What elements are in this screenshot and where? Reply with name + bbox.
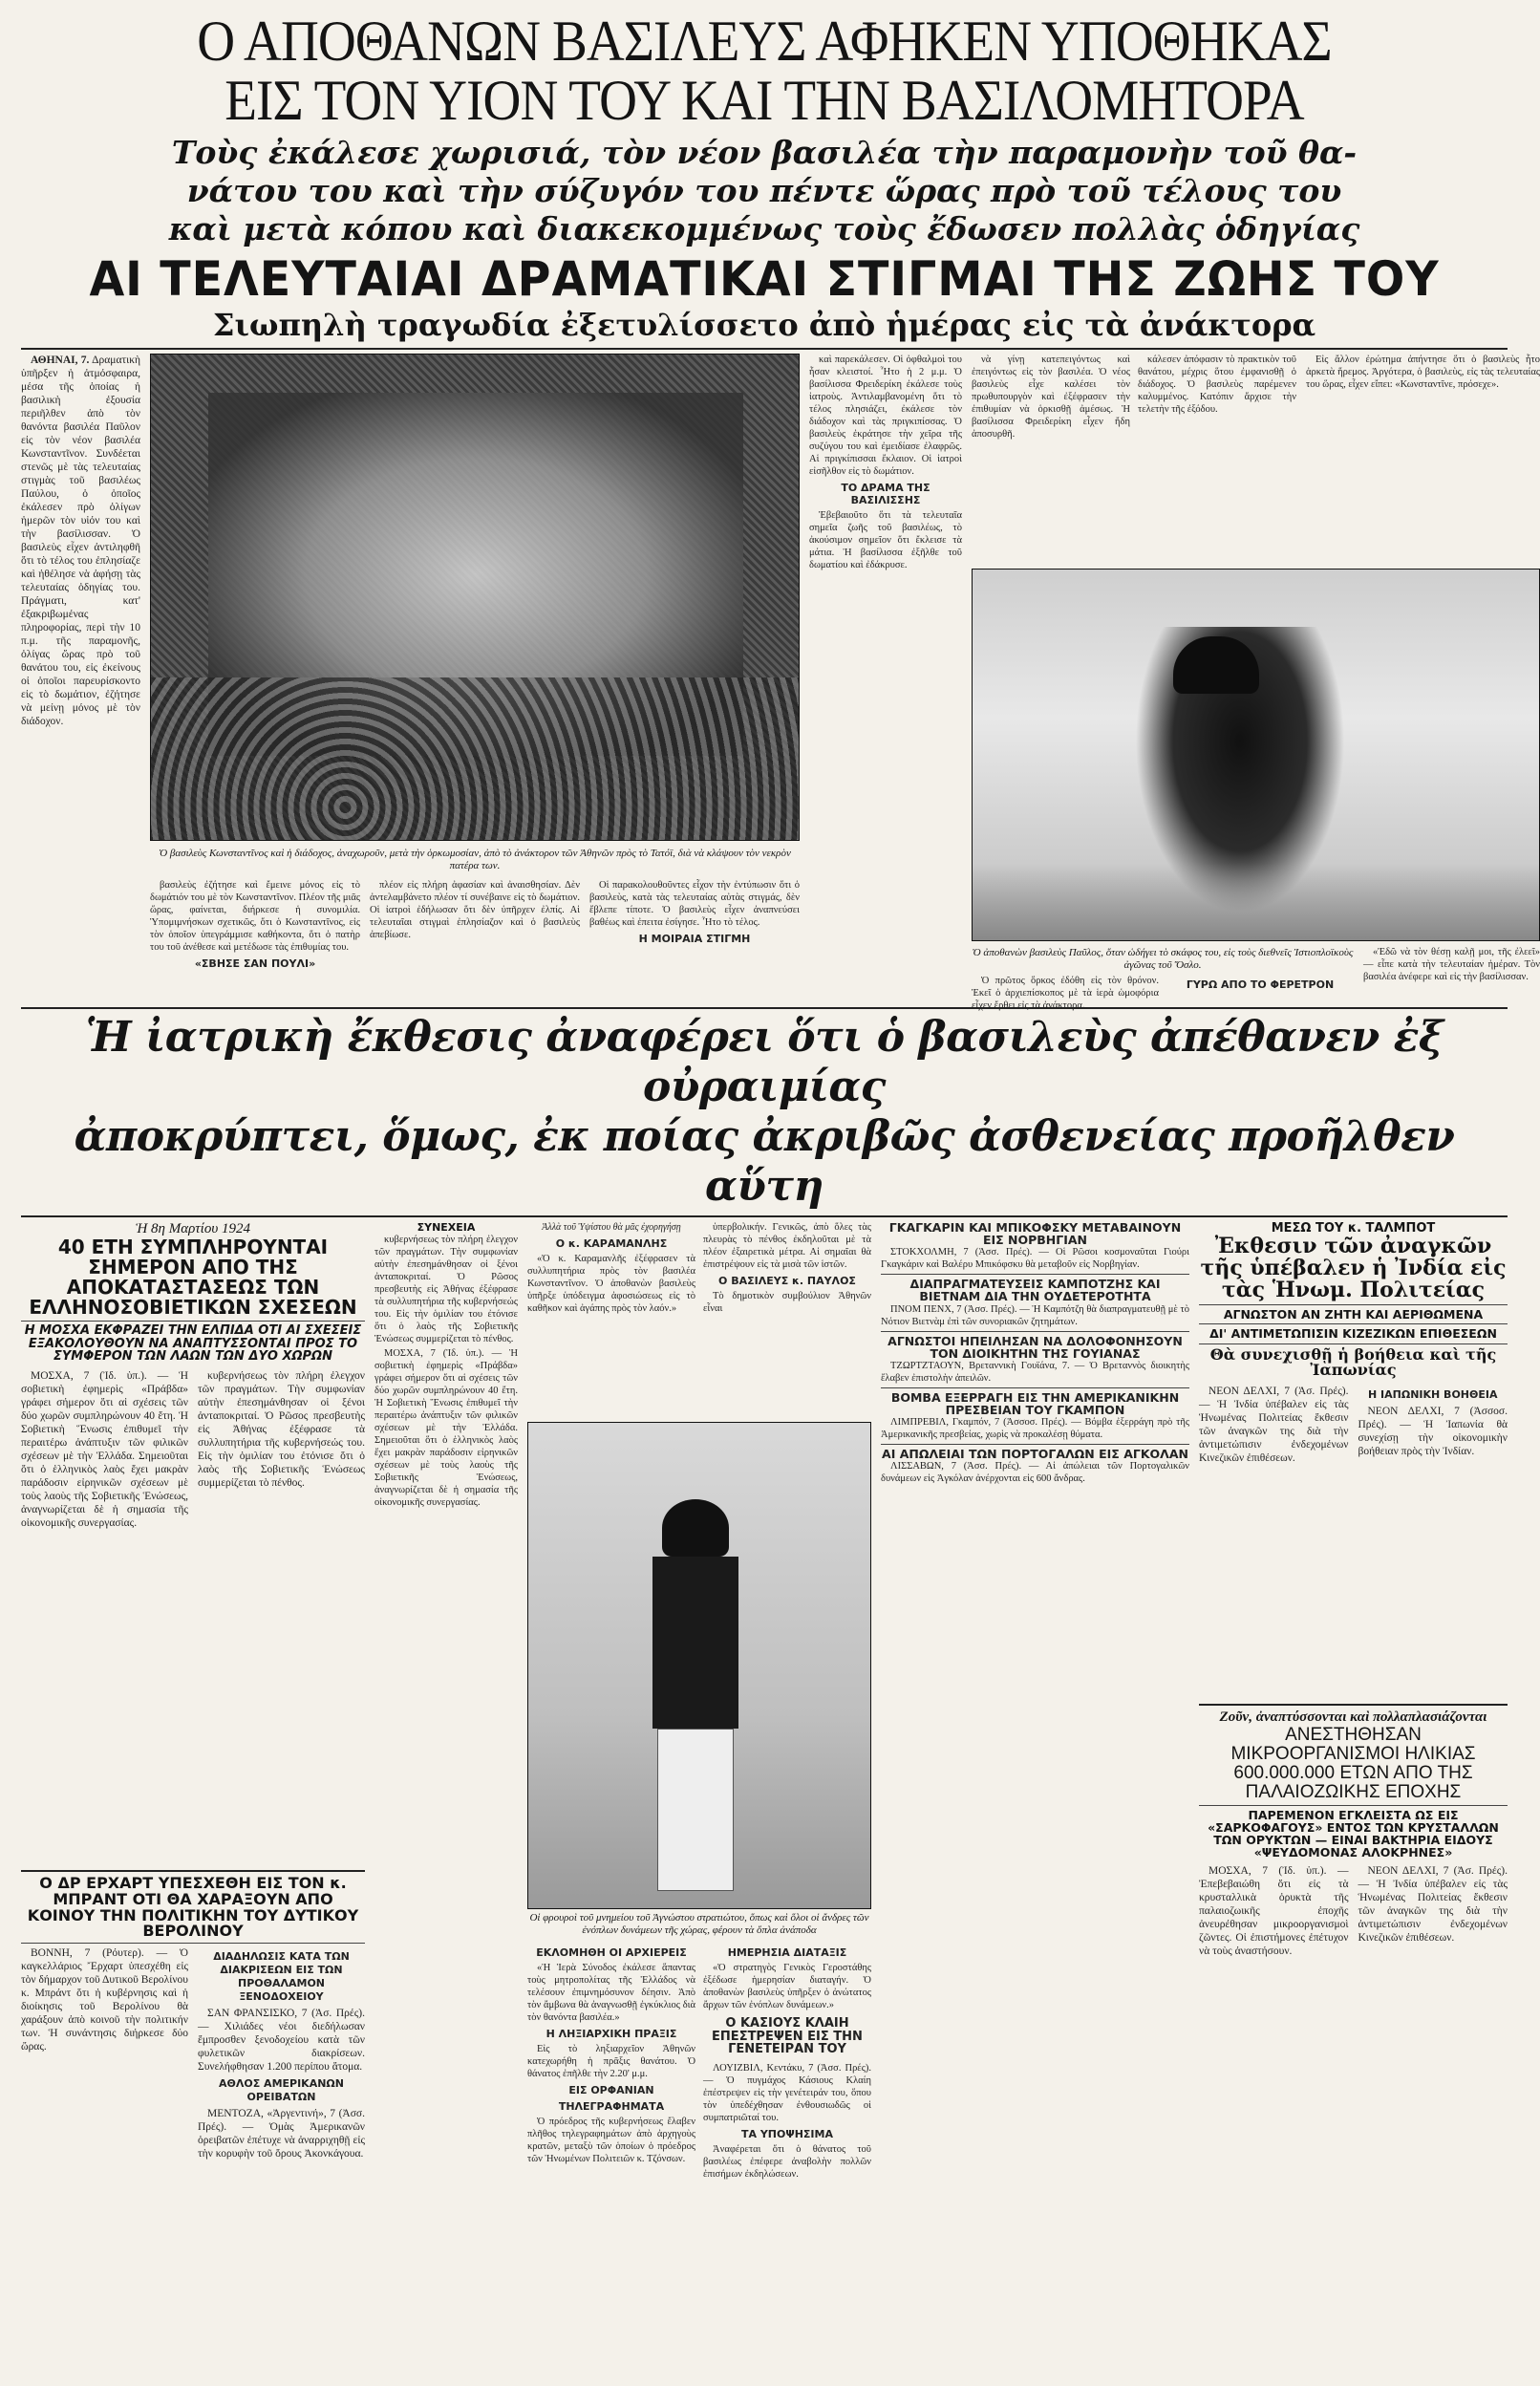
india-article [1199, 1221, 1508, 2349]
article-text: κυβερνήσεως τὸν πλήρη ἐλεγχον τῶν πραγμάτων. Τὴν συμφωνίαν αὐτὴν ἐπεσημάνθησαν οἱ ξένοι ἀνταποκριταί. Ὁ Ρῶσος πρεσβευτὴς εἰς Ἀθήνας ἐξέφρασε τὰ συλλυπητήρια τῆς κυβερνήσεώς του. Εἰς τὴν ὁμιλίαν του ἐτόνισε ὅτι ὁ λαὸς τῆς Σοβιετικῆς Ἑνώσεως συμμερίζεται τὸ πένθος. [198, 1369, 365, 1489]
upper-right-columns [972, 354, 1296, 573]
article-kicker: ΜΕΣΩ ΤΟΥ κ. ΤΑΛΜΠΟΤ [1271, 1221, 1436, 1236]
article-title: Ἐκθεσιν τῶν ἀναγκῶν τῆς ὑπέβαλεν ἡ Ἰνδία εἰς τὰς Ἡνωμ. Πολιτείας [1200, 1234, 1507, 1303]
caption-crowd-photo: Ὁ βασιλεὺς Κωνσταντῖνος καὶ ἡ διάδοχος, ἀναχωροῦν, μετὰ τὴν ὁρκωμοσίαν, ἀπὸ τὸ ἀνάκτορον τῶν Ἀθηνῶν πρὸς τὸ Τατόϊ, διὰ νὰ κλάψουν τὸν νεκρὸν πατέρα των. [159, 848, 791, 871]
news-title: ΑΓΝΩΣΤΟΙ ΗΠΕΙΛΗΣΑΝ ΝΑ ΔΟΛΟΦΟΝΗΣΟΥΝ ΤΟΝ ΔΙΟΙΚΗΤΗΝ ΤΗΣ ΓΟΥΙΑΝΑΣ [888, 1333, 1183, 1361]
divider [1199, 1343, 1508, 1344]
bottom-section [21, 1221, 1508, 2349]
divider [21, 1943, 365, 1944]
article-col [1358, 1385, 1508, 1700]
article-col-1 [21, 354, 140, 1003]
article-text: ΣΑΝ ΦΡΑΝΣΙΣΚΟ, 7 (Ἀσ. Πρές). — Χιλιάδες νέοι διεδήλωσαν ἔμπροσθεν ξενοδοχείου κατὰ τῶν φυλετικῶν διακρίσεων. Συνελήφθησαν 1.200 περίπου ἄτομα. [198, 2008, 365, 2074]
article-text: ΛΙΜΠΡΕΒΙΛ, Γκαμπόν, 7 (Ἀσσοσ. Πρές). — Βόμβα ἐξερράγη πρὸ τῆς Ἀμερικανικῆς πρεσβείας, χωρὶς νὰ προκαλέσῃ θύματα. [881, 1417, 1189, 1440]
article-text: ΜΟΣΧΑ, 7 (Ἰδ. ὑπ.). — Ἡ σοβιετικὴ ἐφημερὶς «Πράβδα» γράφει σήμερον ὅτι αἱ σχέσεις τῶν δύο χωρῶν συμπληρώνουν 40 ἔτη. Ἡ Σοβιετικὴ Ἕνωσις ἐπιθυμεῖ τὴν περαιτέρω ἀνάπτυξιν τῶν φιλικῶν σχέσεων μὲ τὴν Ἑλλάδα. Σημειοῦται ὅτι ὁ ἑλληνικὸς λαὸς ἔχει μακρὰν παράδοσιν εἰρηνικῶν σχέσεων μὲ τοὺς λαοὺς τῆς Σοβιετικῆς Ἑνώσεως, ἀναγνωρίζεται δὲ ἡ σημασία τῆς οἰκονομικῆς συνεργασίας. [21, 1369, 188, 1529]
subhead-line3: καὶ μετὰ κόπου καὶ διακεκομμένως τοὺς ἔδωσεν πολλὰς ὁδηγίας [168, 210, 1360, 247]
section-title: Ο ΚΑΣΙΟΥΣ ΚΛΑΙΗ ΕΠΕΣΤΡΕΨΕΝ ΕΙΣ ΤΗΝ ΓΕΝΕΤΕΙΡΑΝ ΤΟΥ [712, 2016, 863, 2057]
section-title: ΤΑ ΥΠΟΨΗΣΙΜΑ [741, 2127, 833, 2140]
guard-article [527, 1221, 871, 2349]
news-title: ΔΙΑΠΡΑΓΜΑΤΕΥΣΕΙΣ ΚΑΜΠΟΤΖΗΣ ΚΑΙ ΒΙΕΤΝΑΜ ΔΙΑ ΤΗΝ ΟΥΔΕΤΕΡΟΤΗΤΑ [909, 1277, 1161, 1304]
article-text: ΛΟΥΙΖΒΙΛ, Κεντάκυ, 7 (Ἀσσ. Πρές). — Ὁ πυγμάχος Κάσιους Κλαίη ἐπέστρεψεν εἰς τὴν γενέτειράν του, ὅπου τὸν ὑπεδέχθησαν ἐνθουσιωδῶς οἱ συμπατριῶταί του. [703, 2062, 871, 2123]
article-text: βασιλεὺς ἐζήτησε καὶ ἔμεινε μόνος εἰς τὸ δωμάτιόν του μὲ τὸν Κωνσταντῖνον. Πλέον τῆς μιᾶς ὥρας, φαίνεται, διήρκεσε ἡ συνομιλία. Ὑπομιμνήσκων σχετικῶς, ὅτι ὁ Κωνσταντῖνος, εἰς τὸν ὁποῖον ὑπεγράμμισε καθήκοντα, ὅτι ὁ πατὴρ του τοῦ ἀνέθεσε καὶ μετέδωσε τὰς ἐπιθυμίας του. [150, 880, 360, 953]
article-col [21, 1369, 188, 1866]
soviet-article [21, 1221, 365, 2349]
section-title: ΤΟ ΔΡΑΜΑ ΤΗΣ ΒΑΣΙΛΙΣΣΗΣ [841, 482, 930, 506]
article-text: ΝΕΟΝ ΔΕΛΧΙ, 7 (Ἀσσοσ. Πρές). — Ἡ Ἰαπωνία θὰ συνεχίσῃ τὴν οἰκονομικὴν βοήθειαν πρὸς τὴν Ἰνδίαν. [1358, 1406, 1508, 1458]
divider [21, 1215, 1508, 1217]
section-title: ΤΗΛΕΓΡΑΦΗΜΑΤΑ [558, 2100, 665, 2113]
article-text: ΜΟΣΧΑ, 7 (Ἰδ. ὑπ.). — Ἡ σοβιετικὴ ἐφημερὶς «Πράβδα» γράφει σήμερον ὅτι αἱ σχέσεις τῶν δύο χωρῶν συμπληρώνουν 40 ἔτη. Ἡ Σοβιετικὴ Ἕνωσις ἐπιθυμεῖ τὴν περαιτέρω ἀνάπτυξιν τῶν φιλικῶν σχέσεων μὲ τὴν Ἑλλάδα. Σημειοῦται ὅτι ὁ ἑλληνικὸς λαὸς ἔχει μακρὰν παράδοσιν εἰρηνικῶν σχέσεων μὲ τοὺς λαοὺς τῆς Σοβιετικῆς Ἑνώσεως, ἀναγνωρίζεται δὲ ἡ σημασία τῆς οἰκονομικῆς συνεργασίας. [374, 1348, 518, 1508]
article-col-10 [1166, 975, 1354, 1003]
article-text: καὶ παρεκάλεσεν. Οἱ ὀφθαλμοὶ του ἦσαν κλειστοί. Ἦτο ἡ 2 μ.μ. Ὁ βασίλισσα Φρειδερίκη ἐκάλεσε τοὺς ἰατροὺς. Ἀντιλαμβανομένη ὅτι τὸ τέλος πλησιάζει, ἐκάλεσε τὸν διάδοχον καὶ τὰς πριγκιπίσσας. Ὁ βασιλεὺς ἐκράτησε τὴν χεῖρα τῆς συζύγου του καὶ ἐμειδίασε ἐλαφρῶς. Αἱ πριγκίπισσαι ἔκλαιον. Οἱ ἰατροὶ εἰσῆλθον εἰς τὸ δωμάτιον. [809, 355, 962, 477]
article-kicker: Ἡ 8η Μαρτίου 1924 [136, 1221, 250, 1236]
article-col [374, 1234, 518, 2332]
article-text: Εἰς τὸ ληξιαρχεῖον Ἀθηνῶν κατεχωρήθη ἡ πρᾶξις θανάτου. Ὁ θάνατος ἐπῆλθε τὴν 2.20' μ.μ. [527, 2044, 695, 2079]
article-text: ΛΙΣΣΑΒΩΝ, 7 (Ἀσσ. Πρές). — Αἱ ἀπώλειαι τῶν Πορτογαλικῶν δυνάμεων εἰς Ἀγκόλαν ἀνέρχονται εἰς 600 ἄνδρας. [881, 1461, 1189, 1485]
article-text: Εἰς ἄλλον ἐρώτημα ἀπήντησε ὅτι ὁ βασιλεὺς ἦτο ἀρκετὰ ἥρεμος. Ἀργότερα, ὁ βασιλεὺς, εἰς τὰς τελευταίας του ὥρας, εἶχεν εἴπει: «Κωνσταντῖνε, πρόσεχε». [1306, 355, 1540, 390]
section-title: Ο ΒΑΣΙΛΕΥΣ κ. ΠΑΥΛΟΣ [718, 1275, 856, 1287]
article-text: Ὁ πρῶτος ὅρκος ἐδόθη εἰς τὸν θρόνον. Ἐκεῖ ὁ ἀρχιεπίσκοπος μὲ τὰ ἱερὰ ὡμοφόρια εἶχεν ἔρθει εἰς τὰ ἀνάκτορα. [972, 976, 1159, 1011]
article-text: Δραματικὴ ὑπῆρξεν ἡ ἀτμόσφαιρα, μέσα τῆς ὁποίας ἡ βασιλικὴ ἐξουσία περιῆλθεν ἀπὸ τὸν θανόντα βασιλέα Παῦλον εἰς τὸν νέον βασιλέα Κωνσταντῖνον. Συνδέεται στενῶς μὲ τὰς τελευταίας στιγμὰς τοῦ βασιλέως Παύλου, ὁ ὁποῖος ἐκάλεσεν πρὸ ὀλίγων ἡμερῶν τὸν υἱόν του καὶ τὴν βασίλισσαν. Ὁ βασιλεὺς εἶχεν ἀντιληφθῆ ὅτι τὸ τέλος του ἐπλησίαζε καὶ ἠθέλησε νὰ ἀφήσῃ τὰς τελευταίας ὁδηγίας του. Πράγματι, κατ' ἐξακριβωμένας πληροφορίας, περὶ τὴν 10 π.μ. τῆς παραμονῆς, ὀλίγας ὥρας πρὸ τοῦ θανάτου του, εἰς ἐκείνους οἱ ὁποῖοι παρευρίσκοντο εἰς τὸ δωμάτιον, ἐζήτησε νὰ μείνῃ μόνος μὲ τὸν διάδοχον. [21, 355, 140, 727]
section-title: Η ΜΟΙΡΑΙΑ ΣΤΙΓΜΗ [638, 933, 751, 945]
article-text: ΠΝΟΜ ΠΕΝΧ, 7 (Ἀσσ. Πρές). — Ἡ Καμπότζη θὰ διαπραγματευθῇ μὲ τὸ Νότιον Βιετνὰμ ἐπὶ τῶν συνοριακῶν ζητημάτων. [881, 1303, 1189, 1327]
article-col-7 [1138, 354, 1296, 573]
article-text: ΝΕΟΝ ΔΕΛΧΙ, 7 (Ἀσ. Πρές). — Ἡ Ἰνδία ὑπέβαλεν εἰς τὰς Ἡνωμένας Πολιτείας ἔκθεσιν τῶν ἀναγκῶν της διὰ τὴν ἀντιμετώπισιν ἐνδεχομένων Κινεζικῶν ἐπιθέσεων. [1358, 1865, 1508, 1945]
article-text: ΝΕΟΝ ΔΕΛΧΙ, 7 (Ἀσ. Πρές). — Ἡ Ἰνδία ὑπέβαλεν εἰς τὰς Ἡνωμένας Πολιτείας ἔκθεσιν τῶν ἀναγκῶν της διὰ τὴν ἀντιμετώπισιν ἐνδεχομένων Κινεζικῶν ἐπιθέσεων. [1199, 1386, 1349, 1465]
article-text: ΜΟΣΧΑ, 7 (Ἰδ. ὑπ.). — Ἐπεβεβαιώθη ὅτι εἰς τὰ κρυσταλλικὰ ὀρυκτὰ τῆς παλαιοζωικῆς ἐποχῆς ἀνευρέθησαν μικροοργανισμοὶ ζῶντες. Οἱ ἐπιστήμονες ἐπέτυχον νὰ τοὺς ἀναστήσουν. [1199, 1865, 1349, 1958]
article-text: κάλεσεν ἀπόφασιν τὸ πρακτικὸν τοῦ θανάτου, μέχρις ὅτου ἐμφανισθῇ ὁ διάδοχος. Ὁ βασιλεὺς παρέμενεν καλυμμένος. Κατόπιν ἄρχισε τὴν τελετὴν τῆς ἐξόδου. [1138, 355, 1296, 415]
article-col [527, 1943, 695, 2344]
article-col-3 [370, 879, 580, 1003]
article-text: ὑπερβολικήν. Γενικῶς, ἀπὸ ὅλες τὰς πλευρὰς τὸ πένθος ἐκδηλοῦται μὲ τὰ πλέον ἐξαιρετικὰ μέτρα. Αἱ σημαῖαι θὰ ἐπιστρέψουν εἰς τὰ μισὰ τῶν ἱστῶν. [703, 1222, 871, 1270]
article-col-9 [972, 975, 1159, 1011]
article-col [1199, 1385, 1349, 1700]
article-text: Οἱ παρακολουθοῦντες εἶχον τὴν ἐντύπωσιν ὅτι ὁ βασιλεὺς, κατὰ τὰς τελευταίας αὐτὰς στιγμάς, δὲν ἔβλεπε τίποτε. Ὁ βασιλεὺς εἶχεν ἀναπνεύσει βαθέως καὶ ἐπειτα ἐσίγησε. Ἦτο τὸ τέλος. [589, 880, 800, 928]
article-columns [527, 1943, 871, 2344]
section-title: ΔΙΑΔΗΛΩΣΙΣ ΚΑΤΑ ΤΩΝ ΔΙΑΚΡΙΣΕΩΝ ΕΙΣ ΤΩΝ ΠΡΟΘΑΛΑΜΟΝ ΞΕΝΟΔΟΧΕΙΟΥ [213, 1950, 350, 2004]
article-columns [1199, 1385, 1508, 1700]
article-subtitle: Θὰ συνεχισθῇ ἡ βοήθεια καὶ τῆς Ἰαπωνίας [1209, 1344, 1497, 1380]
guard-photo [527, 1422, 871, 1909]
divider [881, 1274, 1189, 1275]
article-text: ΒΟΝΝΗ, 7 (Ρόυτερ). — Ὁ καγκελλάριος Ἔρχαρτ ὑπεσχέθη εἰς τὸν δήμαρχον τοῦ Δυτικοῦ Βερολίνου κ. Μπράντ ὅτι ἡ κυβέρνησις καὶ ἡ διοίκησις τοῦ Βερολίνου θὰ χαράξουν ἀπὸ κοινοῦ τὴν πολιτικήν των. Ἡ συνάντησις διήρκεσε δύο ὥρας. [21, 1947, 188, 2053]
divider [1199, 1704, 1508, 1706]
article-col [198, 1369, 365, 1866]
main-headline-line2: ΕΙΣ ΤΟΝ ΥΙΟΝ ΤΟΥ ΚΑΙ ΤΗΝ ΒΑΣΙΛΟΜΗΤΟΡΑ [225, 69, 1304, 132]
article-text: Τὸ δημοτικὸν συμβούλιον Ἀθηνῶν εἶναι [703, 1291, 871, 1314]
divider [1199, 1304, 1508, 1305]
article-text: Ἀναφέρεται ὅτι ὁ θάνατος τοῦ βασιλέως ἐπέφερε ἀναβολὴν πολλῶν ἐπισήμων ἐκδηλώσεων. [703, 2143, 871, 2180]
article-text: πλέον εἰς πλήρη ἀφασίαν καὶ ἀναισθησίαν. Δὲν ἀντελαμβάνετο πλέον τί συνέβαινε εἰς τὸ δωμάτιον. Οἱ ἰατροὶ ἐδήλωσαν ὅτι δὲν ὑπῆρχεν ἐλπίς. Αἱ τελευταῖαι στιγμαὶ ἐπλησίαζον καὶ ὁ βασιλεὺς ἀπεβίωσε. [370, 880, 580, 940]
article-col-2 [150, 879, 360, 1003]
medical-report-headline-2: ἀποκρύπτει, ὅμως, ἐκ ποίας ἀκριβῶς ἀσθενείας προῆλθεν αὕτη [74, 1112, 1455, 1211]
article-text: νὰ γίνῃ κατεπειγόντως καὶ ἐπειγόντως εἰς τὸν βασιλέα. Ὁ νέος βασιλεὺς εἶχε καλέσει τὸν πρωθυπουργὸν καὶ ἐξέφρασεν τὴν ἐπιθυμίαν νὰ ὁρκισθῇ ἀμέσως. Ἡ βασίλισσα Φρειδερίκη εἶχεν ἤδη ἀποσυρθῆ. [972, 355, 1130, 440]
article-text: «Ἐδῶ νὰ τὸν θέσῃ καλῇ μοι, τῆς ἐλεεῖ» — εἶπε κατὰ τὴν τελευταίαν ἡμέραν. Τὸν βασιλέα ἀνέφερε καὶ εἰς τὴν βασίλισσαν. [1363, 947, 1540, 982]
news-title: ΒΟΜΒΑ ΕΞΕΡΡΑΓΗ ΕΙΣ ΤΗΝ ΑΜΕΡΙΚΑΝΙΚΗΝ ΠΡΕΣΒΕΙΑΝ ΤΟΥ ΓΚΑΜΠΟΝ [890, 1389, 1180, 1417]
article-columns [527, 1221, 871, 1422]
divider [21, 1870, 365, 1872]
article-kicker: Ἀλλὰ τοῦ Ὑψίστου θὰ μᾶς ἐχορηγήσῃ [542, 1222, 681, 1233]
divider [881, 1444, 1189, 1445]
divider [1199, 1805, 1508, 1806]
subhead-line2: νάτου του καὶ τὴν σύζυγόν του πέντε ὥρας πρὸ τοῦ τέλους του [186, 172, 1342, 209]
section-title: Η ΛΗΞΙΑΡΧΙΚΗ ΠΡΑΞΙΣ [545, 2028, 677, 2040]
news-title: ΓΚΑΓΚΑΡΙΝ ΚΑΙ ΜΠΙΚΟΦΣΚΥ ΜΕΤΑΒΑΙΝΟΥΝ ΕΙΣ ΝΟΡΒΗΓΙΑΝ [888, 1220, 1182, 1248]
article-title: 40 ΕΤΗ ΣΥΜΠΛΗΡΟΥΝΤΑΙ ΣΗΜΕΡΟΝ ΑΠΟ ΤΗΣ ΑΠΟΚΑΤΑΣΤΑΣΕΩΣ ΤΩΝ ΕΛΛΗΝΟΣΟΒΙΕΤΙΚΩΝ ΣΧΕΣΕΩΝ [29, 1236, 357, 1319]
section-title: ΕΚΛΟΜΗΘΗ ΟΙ ΑΡΧΙΕΡΕΙΣ [536, 1946, 687, 1959]
article-col-4 [589, 879, 800, 1003]
article-col-6 [972, 354, 1130, 573]
article-text: κυβερνήσεως τὸν πλήρη ἐλεγχον τῶν πραγμάτων. Τὴν συμφωνίαν αὐτὴν ἐπεσημάνθησαν οἱ ξένοι ἀνταποκριταί. Ὁ Ρῶσος πρεσβευτὴς εἰς Ἀθήνας ἐξέφρασε τὰ συλλυπητήρια τῆς κυβερνήσεώς του. Εἰς τὴν ὁμιλίαν του ἐτόνισε ὅτι ὁ λαὸς τῆς Σοβιετικῆς Ἑνώσεως συμμερίζεται τὸ πένθος. [374, 1235, 518, 1344]
article-subtitle: ΔΙ' ΑΝΤΙΜΕΤΩΠΙΣΙΝ ΚΙΖΕΖΙΚΩΝ ΕΠΙΘΕΣΕΩΝ [1209, 1326, 1497, 1342]
section-title: «ΣΒΗΣΕ ΣΑΝ ΠΟΥΛΙ» [194, 957, 316, 970]
section-title: ΑΘΛΟΣ ΑΜΕΡΙΚΑΝΩΝ ΟΡΕΙΒΑΤΩΝ [218, 2077, 344, 2104]
article-col [703, 1943, 871, 2344]
article-text: «Ὁ στρατηγὸς Γενικὸς Γεροστάθης ἐξέδωσε ἡμερησίαν διαταγήν. Ὁ ἀποθανὼν βασιλεὺς ὑπῆρξεν ὁ ἀνώτατος ἄρχων τῶν ἐνόπλων δυνάμεων.» [703, 1963, 871, 2010]
news-title: ΑΙ ΑΠΩΛΕΙΑΙ ΤΩΝ ΠΟΡΤΟΓΑΛΩΝ ΕΙΣ ΑΓΚΟΛΑΝ [882, 1447, 1188, 1461]
top-section [21, 354, 1540, 1011]
erhard-title: Ο ΔΡ ΕΡΧΑΡΤ ΥΠΕΣΧΕΘΗ ΕΙΣ ΤΟΝ κ. ΜΠΡΑΝΤ ΟΤΙ ΘΑ ΧΑΡΑΞΟΥΝ ΑΠΟ ΚΟΙΝΟΥ ΤΗΝ ΠΟΛΙΤΙΚΗΝ ΤΟΥ ΔΥΤΙΚΟΥ ΒΕΡΟΛΙΝΟΥ [27, 1873, 359, 1941]
article-subtitle: ΠΑΡΕΜΕΝΟΝ ΕΓΚΛΕΙΣΤΑ ΩΣ ΕΙΣ «ΣΑΡΚΟΦΑΓΟΥΣ» ΕΝΤΟΣ ΤΩΝ ΚΡΥΣΤΑΛΛΩΝ ΤΩΝ ΟΡΥΚΤΩΝ — ΕΙΝΑΙ ΒΑΚΤΗΡΙΑ ΕΙΔΟΥΣ «ΨΕΥΔΟΜΟΝΑΣ ΑΛΟΚΡΗΝΕΣ» [1208, 1807, 1499, 1860]
caption-king-photo: Ὁ ἀποθανὼν βασιλεὺς Παῦλος, ὅταν ὡδήγει τὸ σκάφος του, εἰς τοὺς διεθνεῖς Ἰστιοπλοϊκοὺς ἀγῶνας τοῦ Ὄσλο. [972, 947, 1354, 971]
article-text: ΜΕΝΤΟΖΑ, «Ἀργεντινή», 7 (Ἀσσ. Πρές). — Ὁμὰς Ἀμερικανῶν ὀρειβατῶν ἐπέτυχε νὰ ἀναρριχηθῇ εἰς τὴν κορυφὴν τοῦ ὄρους Ἀκονκάγουα. [198, 2108, 365, 2160]
crowd-photo [150, 354, 800, 841]
article-title: ΑΝΕΣΤΗΘΗΣΑΝ ΜΙΚΡΟΟΡΓΑΝΙΣΜΟΙ ΗΛΙΚΙΑΣ 600.000.000 ΕΤΩΝ ΑΠΟ ΤΗΣ ΠΑΛΑΙΟΖΩΙΚΗΣ ΕΠΟΧΗΣ [1230, 1725, 1476, 1802]
article-columns [1199, 1864, 1508, 2266]
section-title: Ο κ. ΚΑΡΑΜΑΝΛΗΣ [555, 1237, 668, 1250]
divider [21, 1007, 1508, 1009]
continuation-column [374, 1221, 518, 2349]
article-text: ΣΤΟΚΧΟΛΜΗ, 7 (Ἀσσ. Πρές). — Οἱ Ρῶσοι κοσμοναῦται Γιούρι Γκαγκάριν καὶ Βαλέρυ Μπικόφσκυ θὰ μεταβοῦν εἰς Νορβηγίαν. [881, 1247, 1189, 1271]
article-columns [21, 1369, 365, 1866]
divider [881, 1387, 1189, 1388]
article-col [527, 1221, 695, 1422]
article-text: «Ὁ κ. Καραμανλῆς ἐξέφρασεν τὰ συλλυπητήρια πρὸς τὸν βασιλέα Κωνσταντῖνον. Ὁ ἀποθανὼν βασιλεὺς ὑπῆρξε ὑπόδειγμα ἀφοσιώσεως εἰς τὸ καθῆκον καὶ ἀγάπης πρὸς τὸν λαόν.» [527, 1254, 695, 1314]
article-subtitle: Η ΜΟΣΧΑ ΕΚΦΡΑΖΕΙ ΤΗΝ ΕΛΠΙΔΑ ΟΤΙ ΑΙ ΣΧΕΣΕΙΣ ΕΞΑΚΟΛΟΥΘΟΥΝ ΝΑ ΑΝΑΠΤΥΣΣΟΝΤΑΙ ΠΡΟΣ ΤΟ ΣΥΜΦΕΡΟΝ ΤΩΝ ΛΑΩΝ ΤΩΝ ΔΥΟ ΧΩΡΩΝ [24, 1323, 362, 1365]
article-col [1358, 1864, 1508, 2266]
medical-report-headline-1: Ἡ ἰατρικὴ ἔκθεσις ἀναφέρει ὅτι ὁ βασιλεὺς ἀπέθανεν ἐξ οὐραιμίας [85, 1013, 1444, 1111]
article-text: Ἐβεβαιοῦτο ὅτι τὰ τελευταῖα σημεῖα ζωῆς τοῦ βασιλέως, τὸ ἀκούσιμον σημεῖον ὅτι ἔκλεισε τὰ μάτια. Ἡ βασίλισσα ἐξῆλθε τοῦ δωματίου καὶ ἐδάκρυσε. [809, 510, 962, 570]
article-col [1199, 1864, 1349, 2266]
short-news-column [881, 1221, 1189, 2349]
article-col [198, 1946, 365, 2386]
under-king-columns [972, 975, 1354, 1011]
divider [21, 348, 1508, 350]
divider [21, 1321, 365, 1322]
divider [881, 1331, 1189, 1332]
dateline: ΑΘΗΝΑΙ, 7. [31, 355, 90, 366]
section-title: Η ΙΑΠΩΝΙΚΗ ΒΟΗΘΕΙΑ [1368, 1388, 1498, 1402]
article-text: Ὁ πρόεδρος τῆς κυβερνήσεως ἔλαβεν πλῆθος τηλεγραφημάτων ἀπὸ ἀρχηγοὺς κρατῶν, μεταξὺ τῶν ὁποίων ὁ πρόεδρος τῶν Ἡνωμένων Πολιτειῶν κ. Τζόνσων. [527, 2117, 695, 2164]
section-title: ΗΜΕΡΗΣΙΑ ΔΙΑΤΑΞΙΣ [727, 1946, 847, 1959]
article-col [703, 1221, 871, 1422]
under-photo-columns [150, 879, 800, 1003]
article-col [21, 1946, 188, 2386]
subhead-line1: Τοὺς ἐκάλεσε χωρισιά, τὸν νέον βασιλέα τὴν παραμονὴν τοῦ θα- [171, 134, 1358, 171]
main-headline-line1: Ο ΑΠΟΘΑΝΩΝ ΒΑΣΙΛΕΥΣ ΑΦΗΚΕΝ ΥΠΟΘΗΚΑΣ [197, 10, 1332, 73]
section-title: ΕΙΣ ΟΡΦΑΝΙΑΝ [568, 2084, 654, 2096]
article-text: «Ἡ Ἱερὰ Σύνοδος ἐκάλεσε ἅπαντας τοὺς μητροπολίτας τῆς Ἑλλάδος νὰ τελέσουν ἐπιμνημόσυνον δέησιν. Ἀπὸ τὸν ἄμβωνα θὰ ἀναγνωσθῇ ἐγκύκλιος διὰ τὸν θανόντα βασιλέα.» [527, 1963, 695, 2023]
banner-headline: ΑΙ ΤΕΛΕΥΤΑΙΑΙ ΔΡΑΜΑΤΙΚΑΙ ΣΤΙΓΜΑΙ ΤΗΣ ΖΩΗΣ ΤΟΥ [89, 251, 1440, 307]
article-columns [21, 1946, 365, 2386]
article-kicker: Ζοῦν, ἀναπτύσσονται καὶ πολλαπλασιάζονται [1219, 1709, 1487, 1726]
article-subtitle: ΑΓΝΩΣΤΟΝ ΑΝ ΖΗΤΗ ΚΑΙ ΑΕΡΙΘΩΜΕΝΑ [1223, 1307, 1484, 1322]
caption-guard-photo: Οἱ φρουροὶ τοῦ μνημείου τοῦ Ἀγνώστου στρατιώτου, ὅπως καὶ ὅλοι οἱ ἄνδρες τῶν ἐνόπλων δυνάμεων τῆς χώρας, φέρουν τὰ ὅπλα ἀνάποδα [529, 1912, 869, 1936]
article-col-8 [1306, 354, 1540, 569]
section-title: ΓΥΡΩ ΑΠΟ ΤΟ ΦΕΡΕΤΡΟΝ [1186, 978, 1335, 991]
continuation-stamp: ΣΥΝΕΧΕΙΑ [417, 1221, 476, 1234]
article-col-5 [809, 354, 962, 1003]
divider [1199, 1323, 1508, 1324]
king-photo [972, 569, 1540, 941]
article-text: ΤΖΩΡΤΖΤΑΟΥΝ, Βρεταννικὴ Γουϊάνα, 7. — Ὁ Βρεταννὸς διοικητὴς ἔλαβεν ἐπιστολὴν ἀπειλῶν. [881, 1360, 1189, 1384]
article-col-11 [1363, 946, 1540, 1003]
banner-subhead: Σιωπηλὴ τραγωδία ἐξετυλίσσετο ἀπὸ ἡμέρας εἰς τὰ ἀνάκτορα [212, 307, 1316, 343]
